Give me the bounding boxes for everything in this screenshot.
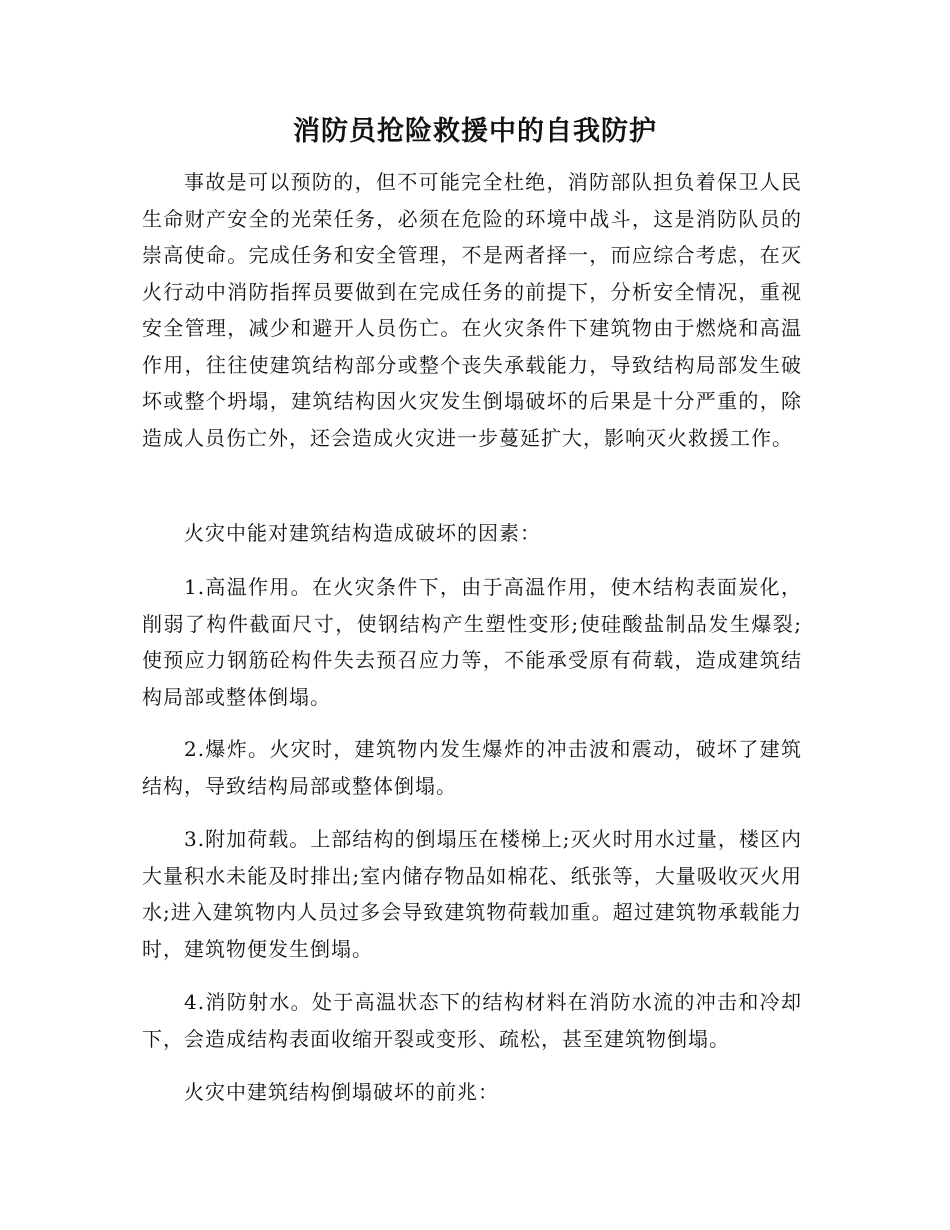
collapse-signs-heading: 火灾中建筑结构倒塌破坏的前兆： [184,1080,499,1104]
document-title: 消防员抢险救援中的自我防护 [293,116,657,147]
factor-explosion: 2.爆炸。火灾时，建筑物内发生爆炸的冲击波和震动，破坏了建筑结构，导致结构局部或整体倒塌。 [142,737,802,798]
factors-heading: 火灾中能对建筑结构造成破坏的因素： [184,521,541,545]
intro-paragraph: 事故是可以预防的，但不可能完全杜绝，消防部队担负着保卫人民生命财产安全的光荣任务，必须在危险的环境中战斗，这是消防队员的崇高使命。完成任务和安全管理，不是两者择一，而应综合考虑，在灭火行动中消防指挥员要做到在完成任务的前提下，分析安全情况，重视安全管理，减少和避开人员伤亡。在火灾条件下建筑物由于燃烧和高温作用，往往使建筑结构部分或整个丧失承载能力，导致结构局部发生破坏或整个坍塌，建筑结构因火灾发生倒塌破坏的后果是十分严重的，除造成人员伤亡外，还会造成火灾进一步蔓延扩大，影响灭火救援工作。 [142,170,802,450]
factor-fire-water: 4.消防射水。处于高温状态下的结构材料在消防水流的冲击和冷却下，会造成结构表面收缩开裂或变形、疏松，甚至建筑物倒塌。 [142,990,802,1051]
factor-high-temperature: 1.高温作用。在火灾条件下，由于高温作用，使木结构表面炭化，削弱了构件截面尺寸，使钢结构产生塑性变形;使硅酸盐制品发生爆裂;使预应力钢筋砼构件失去预召应力等，不能承受原有荷载，造成建筑结构局部或整体倒塌。 [142,575,802,709]
factor-additional-load: 3.附加荷载。上部结构的倒塌压在楼梯上;灭火时用水过量，楼区内大量积水未能及时排出;室内储存物品如棉花、纸张等，大量吸收灭火用水;进入建筑物内人员过多会导致建筑物荷载加重。超过建筑物承载能力时，建筑物便发生倒塌。 [142,827,802,961]
